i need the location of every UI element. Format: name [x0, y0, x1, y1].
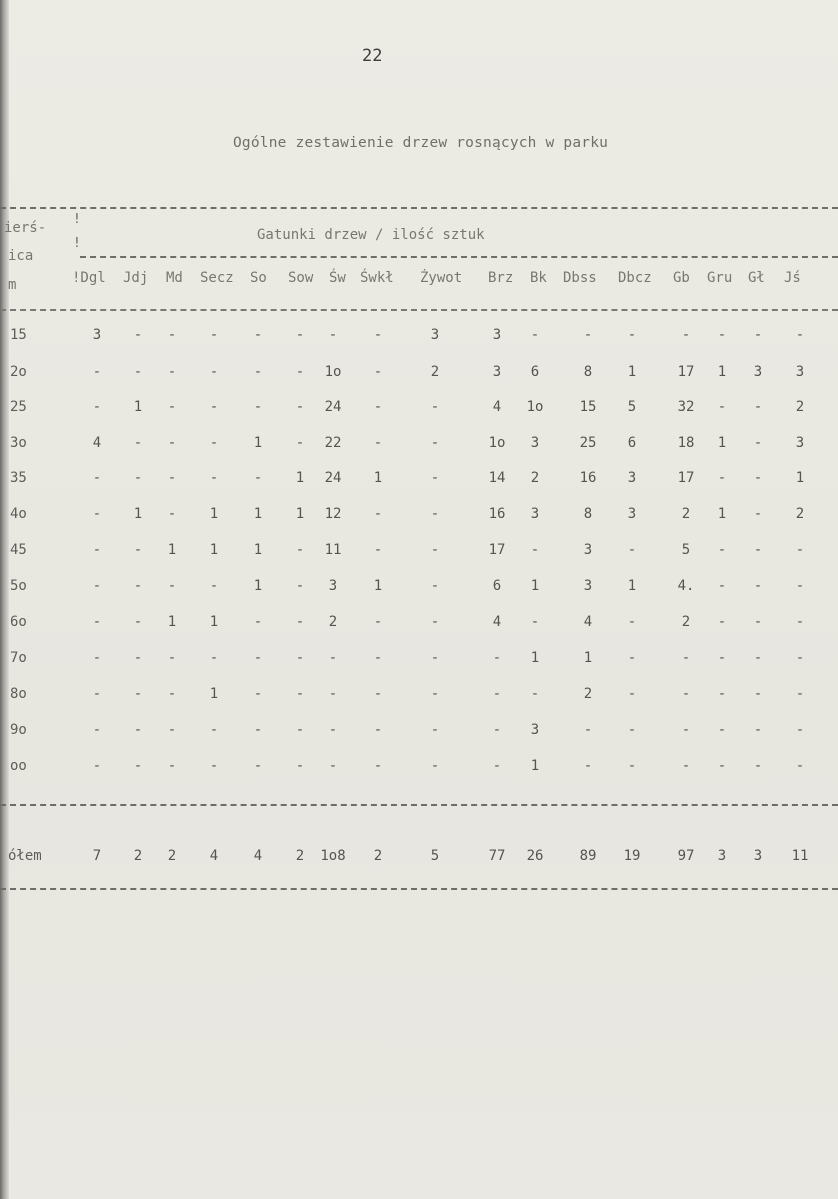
- table-cell: -: [92, 686, 102, 702]
- table-cell: -: [295, 614, 305, 630]
- table-cell: -: [373, 722, 383, 738]
- table-cell: -: [430, 614, 440, 630]
- table-cell: 1: [167, 614, 177, 630]
- table-cell: -: [209, 722, 219, 738]
- table-cell: 5: [681, 542, 691, 558]
- table-cell: -: [133, 435, 143, 451]
- table-cell: -: [627, 614, 637, 630]
- table-cell: -: [795, 614, 805, 630]
- header-separator-mark: !: [73, 236, 81, 251]
- table-cell: 1: [167, 542, 177, 558]
- table-cell: 12: [324, 506, 342, 522]
- table-cell: -: [373, 614, 383, 630]
- table-cell: -: [492, 650, 502, 666]
- table-cell: 8: [583, 364, 593, 380]
- table-cell: -: [295, 542, 305, 558]
- stub-heading-line-2: ica: [8, 248, 34, 264]
- table-cell: 3: [627, 506, 637, 522]
- table-cell: -: [209, 399, 219, 415]
- table-cell: -: [753, 614, 763, 630]
- row-label: 3o: [10, 435, 27, 451]
- species-group-heading: Gatunki drzew / ilość sztuk: [257, 227, 485, 243]
- table-cell: -: [92, 722, 102, 738]
- table-cell: -: [253, 722, 263, 738]
- table-cell: 24: [324, 399, 342, 415]
- table-cell: -: [253, 470, 263, 486]
- table-cell: -: [753, 399, 763, 415]
- table-cell: -: [717, 399, 727, 415]
- table-cell: 3: [492, 327, 502, 343]
- table-cell: -: [795, 722, 805, 738]
- table-cell: -: [295, 364, 305, 380]
- table-cell: 1: [209, 614, 219, 630]
- table-cell: 2: [328, 614, 338, 630]
- table-cell: -: [328, 327, 338, 343]
- table-cell: 15: [579, 399, 597, 415]
- table-cell: -: [295, 722, 305, 738]
- table-cell: -: [373, 542, 383, 558]
- table-cell: -: [295, 435, 305, 451]
- table-cell: 4: [583, 614, 593, 630]
- table-cell: 1: [209, 506, 219, 522]
- table-cell: 16: [579, 470, 597, 486]
- table-cell: -: [583, 722, 593, 738]
- table-cell: 1: [530, 650, 540, 666]
- table-cell: -: [133, 758, 143, 774]
- table-cell: -: [167, 327, 177, 343]
- table-cell: 17: [677, 470, 695, 486]
- table-cell: -: [133, 686, 143, 702]
- table-cell: -: [167, 506, 177, 522]
- table-cell: 6: [627, 435, 637, 451]
- table-cell: -: [753, 578, 763, 594]
- table-cell: -: [430, 686, 440, 702]
- table-cell: 2: [795, 506, 805, 522]
- table-cell: 3: [583, 542, 593, 558]
- table-cell: 3: [430, 327, 440, 343]
- table-cell: 25: [579, 435, 597, 451]
- row-label: 35: [10, 470, 27, 486]
- table-cell: 1o: [324, 364, 342, 380]
- species-header: Jdj: [123, 270, 149, 286]
- table-cell: -: [753, 506, 763, 522]
- species-header: Dbcz: [618, 270, 652, 286]
- table-cell: -: [627, 722, 637, 738]
- row-label: 8o: [10, 686, 27, 702]
- table-cell: -: [681, 722, 691, 738]
- table-cell: 8: [583, 506, 593, 522]
- table-cell: -: [253, 758, 263, 774]
- table-cell: 2: [430, 364, 440, 380]
- species-header: !Dgl: [72, 270, 106, 286]
- table-cell: -: [92, 650, 102, 666]
- table-cell: -: [430, 722, 440, 738]
- table-cell: -: [295, 686, 305, 702]
- table-cell: -: [133, 578, 143, 594]
- table-cell: 5: [627, 399, 637, 415]
- table-cell: 17: [677, 364, 695, 380]
- table-cell: 32: [677, 399, 695, 415]
- table-cell: 6: [492, 578, 502, 594]
- table-cell: -: [373, 758, 383, 774]
- table-cell: -: [167, 650, 177, 666]
- table-cell: -: [328, 758, 338, 774]
- table-cell: 3: [92, 327, 102, 343]
- table-cell: 3: [795, 435, 805, 451]
- table-cell: -: [583, 758, 593, 774]
- table-cell: -: [492, 758, 502, 774]
- table-cell: -: [753, 722, 763, 738]
- table-cell: -: [430, 650, 440, 666]
- row-label: 2o: [10, 364, 27, 380]
- totals-cell: 4: [209, 848, 219, 864]
- table-cell: 4: [492, 614, 502, 630]
- table-cell: -: [627, 542, 637, 558]
- table-cell: -: [717, 686, 727, 702]
- table-cell: 1: [530, 578, 540, 594]
- table-cell: -: [373, 435, 383, 451]
- totals-cell: 77: [488, 848, 506, 864]
- totals-cell: 5: [430, 848, 440, 864]
- table-cell: -: [717, 650, 727, 666]
- table-cell: -: [167, 722, 177, 738]
- table-cell: -: [253, 686, 263, 702]
- table-cell: -: [92, 542, 102, 558]
- row-label: oo: [10, 758, 27, 774]
- table-cell: 3: [492, 364, 502, 380]
- species-header: Gł: [748, 270, 765, 286]
- species-header: Md: [166, 270, 183, 286]
- table-cell: -: [627, 686, 637, 702]
- table-cell: -: [295, 578, 305, 594]
- table-cell: -: [209, 650, 219, 666]
- table-cell: -: [430, 399, 440, 415]
- table-cell: 4: [492, 399, 502, 415]
- table-cell: -: [167, 758, 177, 774]
- table-cell: -: [795, 327, 805, 343]
- table-cell: 1: [627, 364, 637, 380]
- table-cell: -: [753, 435, 763, 451]
- table-cell: 1: [295, 470, 305, 486]
- table-cell: 1: [627, 578, 637, 594]
- table-cell: -: [681, 758, 691, 774]
- table-cell: -: [373, 327, 383, 343]
- table-cell: 16: [488, 506, 506, 522]
- table-cell: -: [430, 435, 440, 451]
- table-cell: -: [430, 470, 440, 486]
- table-cell: -: [430, 758, 440, 774]
- table-cell: -: [167, 399, 177, 415]
- table-cell: -: [530, 614, 540, 630]
- table-cell: -: [92, 364, 102, 380]
- header-mid-rule: [80, 256, 838, 258]
- table-cell: 2: [583, 686, 593, 702]
- table-cell: 14: [488, 470, 506, 486]
- totals-cell: 2: [167, 848, 177, 864]
- totals-cell: 7: [92, 848, 102, 864]
- table-cell: 17: [488, 542, 506, 558]
- table-cell: -: [133, 614, 143, 630]
- table-cell: -: [627, 758, 637, 774]
- table-cell: -: [209, 470, 219, 486]
- row-label: 9o: [10, 722, 27, 738]
- species-header: Sow: [288, 270, 314, 286]
- table-cell: -: [753, 542, 763, 558]
- table-cell: -: [681, 327, 691, 343]
- table-cell: -: [209, 364, 219, 380]
- table-cell: -: [133, 722, 143, 738]
- table-cell: 3: [795, 364, 805, 380]
- species-header: Śwkł: [360, 270, 394, 286]
- species-header: Jś: [784, 270, 801, 286]
- table-cell: -: [753, 758, 763, 774]
- stub-heading-line-3: m: [8, 277, 17, 293]
- table-cell: 3: [530, 722, 540, 738]
- totals-cell: 2: [295, 848, 305, 864]
- totals-cell: 3: [717, 848, 727, 864]
- row-label: 7o: [10, 650, 27, 666]
- table-cell: -: [328, 686, 338, 702]
- table-cell: -: [430, 578, 440, 594]
- header-bottom-rule: [0, 309, 838, 311]
- stub-heading-line-1: ierś-: [4, 220, 47, 236]
- table-cell: -: [373, 399, 383, 415]
- row-label: 25: [10, 399, 27, 415]
- species-header: Gb: [673, 270, 690, 286]
- table-cell: 1: [253, 506, 263, 522]
- table-cell: 3: [530, 435, 540, 451]
- table-cell: -: [133, 470, 143, 486]
- table-cell: 2: [681, 614, 691, 630]
- table-cell: -: [717, 758, 727, 774]
- table-cell: -: [92, 578, 102, 594]
- table-cell: -: [92, 470, 102, 486]
- table-cell: -: [167, 686, 177, 702]
- table-cell: -: [717, 578, 727, 594]
- table-cell: 3: [627, 470, 637, 486]
- table-cell: 1o: [526, 399, 544, 415]
- table-cell: 2: [681, 506, 691, 522]
- table-cell: -: [133, 327, 143, 343]
- table-cell: 4.: [677, 578, 695, 594]
- table-cell: 18: [677, 435, 695, 451]
- row-label: 5o: [10, 578, 27, 594]
- table-cell: -: [295, 650, 305, 666]
- table-cell: -: [209, 327, 219, 343]
- table-cell: -: [133, 364, 143, 380]
- table-cell: -: [373, 650, 383, 666]
- table-cell: -: [295, 758, 305, 774]
- table-cell: -: [92, 758, 102, 774]
- table-cell: 1o: [488, 435, 506, 451]
- table-cell: 6: [530, 364, 540, 380]
- table-cell: 1: [253, 578, 263, 594]
- table-cell: 1: [795, 470, 805, 486]
- table-cell: -: [253, 364, 263, 380]
- table-top-rule: [0, 207, 838, 209]
- row-label: 6o: [10, 614, 27, 630]
- table-cell: -: [492, 686, 502, 702]
- table-cell: 11: [324, 542, 342, 558]
- totals-cell: 1o8: [320, 848, 346, 864]
- table-cell: -: [430, 542, 440, 558]
- table-cell: -: [717, 614, 727, 630]
- table-cell: 1: [209, 686, 219, 702]
- table-cell: -: [295, 327, 305, 343]
- table-cell: -: [530, 686, 540, 702]
- table-cell: -: [681, 650, 691, 666]
- table-cell: -: [583, 327, 593, 343]
- table-cell: -: [753, 470, 763, 486]
- table-cell: 1: [717, 435, 727, 451]
- header-separator-mark: !: [73, 212, 81, 227]
- table-cell: -: [167, 578, 177, 594]
- totals-cell: 19: [623, 848, 641, 864]
- species-header: Gru: [707, 270, 733, 286]
- totals-cell: 3: [753, 848, 763, 864]
- table-cell: -: [253, 399, 263, 415]
- totals-cell: 97: [677, 848, 695, 864]
- table-cell: -: [253, 614, 263, 630]
- totals-cell: 2: [133, 848, 143, 864]
- table-cell: -: [328, 650, 338, 666]
- table-bottom-rule: [0, 888, 838, 890]
- table-cell: -: [167, 470, 177, 486]
- table-cell: 3: [530, 506, 540, 522]
- species-header: Dbss: [563, 270, 597, 286]
- table-cell: 1: [583, 650, 593, 666]
- table-cell: -: [430, 506, 440, 522]
- table-cell: 1: [133, 399, 143, 415]
- table-cell: 3: [583, 578, 593, 594]
- table-cell: 3: [328, 578, 338, 594]
- page-number: 22: [362, 46, 383, 66]
- table-cell: -: [753, 650, 763, 666]
- table-cell: -: [795, 686, 805, 702]
- table-cell: 1: [373, 470, 383, 486]
- table-cell: -: [133, 542, 143, 558]
- table-cell: -: [717, 542, 727, 558]
- table-cell: -: [133, 650, 143, 666]
- table-cell: 1: [209, 542, 219, 558]
- table-cell: -: [92, 399, 102, 415]
- table-cell: -: [717, 722, 727, 738]
- table-cell: 3: [753, 364, 763, 380]
- totals-cell: 4: [253, 848, 263, 864]
- table-cell: -: [295, 399, 305, 415]
- species-header: Św: [329, 270, 346, 286]
- table-cell: -: [753, 327, 763, 343]
- table-cell: -: [717, 327, 727, 343]
- table-cell: -: [681, 686, 691, 702]
- table-cell: 24: [324, 470, 342, 486]
- table-title: Ogólne zestawienie drzew rosnących w parku: [233, 135, 609, 151]
- table-cell: -: [328, 722, 338, 738]
- table-cell: 22: [324, 435, 342, 451]
- table-cell: 2: [530, 470, 540, 486]
- table-cell: -: [92, 614, 102, 630]
- table-cell: 2: [795, 399, 805, 415]
- table-cell: -: [167, 364, 177, 380]
- table-cell: -: [795, 758, 805, 774]
- table-cell: -: [717, 470, 727, 486]
- table-cell: -: [373, 506, 383, 522]
- row-label: 15: [10, 327, 27, 343]
- row-label: 45: [10, 542, 27, 558]
- table-cell: 1: [717, 506, 727, 522]
- table-cell: -: [627, 327, 637, 343]
- page-binding-edge: [0, 0, 9, 1199]
- row-label: 4o: [10, 506, 27, 522]
- totals-cell: 26: [526, 848, 544, 864]
- table-cell: 1: [373, 578, 383, 594]
- table-cell: 1: [133, 506, 143, 522]
- table-cell: -: [209, 758, 219, 774]
- species-header: Bk: [530, 270, 547, 286]
- table-cell: -: [530, 542, 540, 558]
- table-cell: -: [373, 364, 383, 380]
- totals-label: ółem: [8, 848, 42, 864]
- table-cell: 4: [92, 435, 102, 451]
- table-cell: -: [373, 686, 383, 702]
- table-cell: -: [627, 650, 637, 666]
- table-cell: 1: [253, 542, 263, 558]
- table-cell: -: [92, 506, 102, 522]
- table-cell: -: [795, 578, 805, 594]
- table-cell: -: [209, 578, 219, 594]
- table-cell: -: [753, 686, 763, 702]
- table-cell: -: [253, 327, 263, 343]
- species-header: So: [250, 270, 267, 286]
- totals-cell: 2: [373, 848, 383, 864]
- species-header: Secz: [200, 270, 234, 286]
- table-cell: -: [209, 435, 219, 451]
- table-cell: 1: [295, 506, 305, 522]
- table-cell: 1: [717, 364, 727, 380]
- table-cell: 1: [253, 435, 263, 451]
- species-header: Żywot: [420, 270, 463, 286]
- table-cell: -: [253, 650, 263, 666]
- table-cell: -: [795, 650, 805, 666]
- body-bottom-rule: [0, 804, 838, 806]
- totals-cell: 11: [791, 848, 809, 864]
- table-cell: -: [492, 722, 502, 738]
- table-cell: 1: [530, 758, 540, 774]
- totals-cell: 89: [579, 848, 597, 864]
- table-cell: -: [530, 327, 540, 343]
- table-cell: -: [795, 542, 805, 558]
- species-header: Brz: [488, 270, 514, 286]
- table-cell: -: [167, 435, 177, 451]
